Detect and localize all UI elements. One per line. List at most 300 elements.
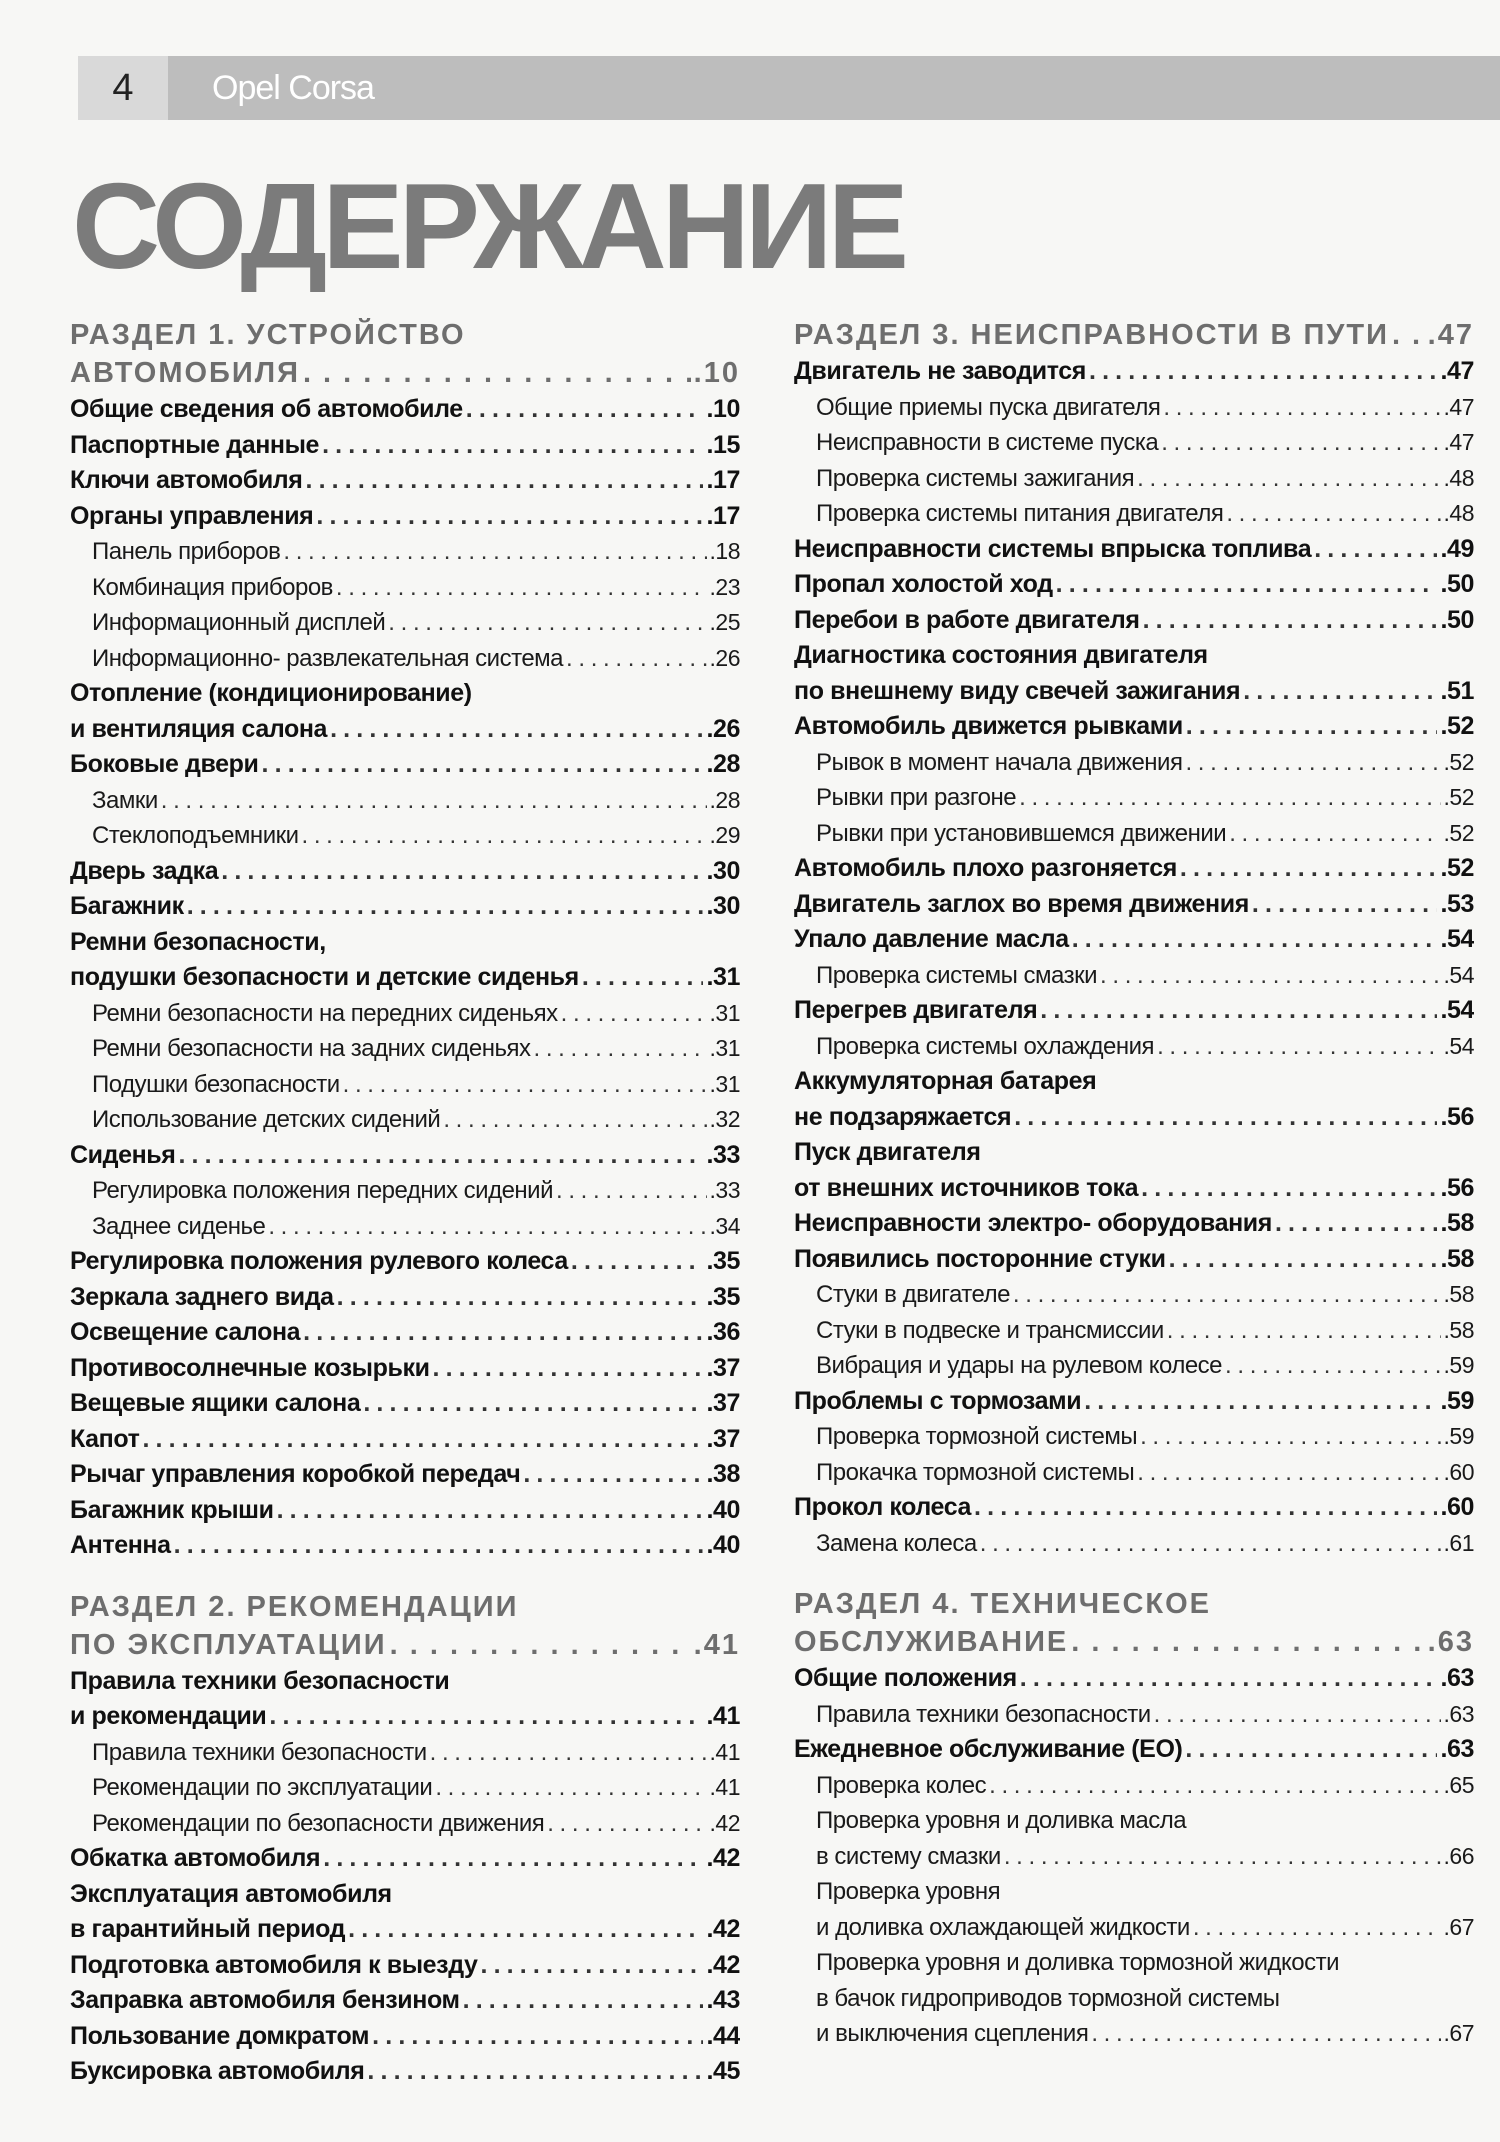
dot-leader: [1020, 1661, 1438, 1697]
toc-entry-title: Зеркала заднего вида: [70, 1282, 334, 1311]
toc-subentry[interactable]: [70, 818, 740, 854]
toc-subentry[interactable]: [794, 1981, 1474, 2017]
toc-page-number: .52: [1443, 784, 1474, 810]
toc-subentry[interactable]: [794, 1697, 1474, 1733]
toc-entry-title: ПО ЭКСПЛУАТАЦИИ: [70, 1628, 387, 1661]
toc-entry[interactable]: [70, 1315, 740, 1351]
toc-page-number: .47: [1427, 319, 1474, 351]
toc-entry-title: Панель приборов: [92, 538, 281, 565]
toc-entry-title: Пользование домкратом: [70, 2021, 370, 2050]
toc-subentry[interactable]: [794, 816, 1474, 852]
toc-entry[interactable]: [794, 709, 1474, 745]
toc-entry-title: Сиденья: [70, 1140, 176, 1169]
toc-page-number: .60: [1440, 1493, 1474, 1521]
toc-page-number: .37: [706, 1424, 740, 1453]
dot-leader: [1314, 532, 1437, 568]
toc-subentry[interactable]: [70, 996, 740, 1032]
toc-entry[interactable]: [794, 922, 1474, 958]
toc-page-number: .31: [706, 963, 740, 991]
dot-leader: [566, 641, 707, 677]
dot-leader: [142, 1422, 703, 1458]
toc-subentry[interactable]: [70, 1031, 740, 1067]
toc-entry[interactable]: [70, 499, 740, 535]
dot-leader: [466, 392, 704, 428]
dot-leader: [1163, 390, 1440, 426]
dot-leader: [1091, 2016, 1440, 2052]
toc-page-number: .60: [1443, 1458, 1474, 1485]
toc-entry-title: Освещение салона: [70, 1318, 301, 1346]
dot-leader: [1226, 496, 1440, 532]
dot-leader: [390, 1626, 691, 1664]
toc-subentry[interactable]: [794, 1945, 1474, 1981]
toc-entry[interactable]: [70, 428, 740, 464]
toc-page-number: .37: [706, 1353, 740, 1382]
toc-page-number: .42: [706, 1950, 740, 1979]
toc-entry-title: от внешних источников тока: [794, 1173, 1139, 1202]
toc-page-number: .54: [1443, 961, 1474, 988]
toc-entry-title: Стуки в двигателе: [816, 1281, 1010, 1308]
toc-subentry[interactable]: [70, 534, 740, 570]
dot-leader: [316, 499, 703, 535]
toc-subentry[interactable]: [794, 425, 1474, 461]
toc-page-number: .59: [1440, 1386, 1474, 1415]
toc-entry-title: Проверка колес: [816, 1771, 987, 1799]
toc-page-number: .54: [1443, 1032, 1474, 1059]
toc-page-number: .41: [693, 1628, 740, 1661]
toc-section-heading[interactable]: [70, 1626, 740, 1664]
toc-entry-title: Стуки в подвеске и трансмиссии: [816, 1316, 1164, 1344]
toc-entry[interactable]: [70, 676, 740, 712]
toc-entry[interactable]: [794, 1732, 1474, 1768]
toc-entry[interactable]: [70, 1528, 740, 1564]
toc-entry[interactable]: [70, 1664, 740, 1700]
toc-page-number: .56: [1440, 1102, 1474, 1131]
toc-entry[interactable]: [794, 532, 1474, 568]
toc-entry-title: Неисправности системы впрыска топлива: [794, 534, 1312, 563]
toc-page-number: .58: [1443, 1281, 1474, 1307]
toc-entry-title: Органы управления: [70, 501, 314, 530]
toc-page-number: .31: [709, 1070, 740, 1097]
dot-leader: [283, 534, 706, 570]
dot-leader: [480, 1948, 703, 1984]
toc-entry-title: Боковые двери: [70, 750, 259, 778]
toc-entry[interactable]: [70, 889, 740, 925]
toc-entry-title: Регулировка положения рулевого колеса: [70, 1247, 568, 1275]
toc-entry-title: Рывки при разгоне: [816, 784, 1017, 811]
dot-leader: [1167, 1313, 1441, 1349]
toc-entry-title: Подготовка автомобиля к выезду: [70, 1950, 478, 1979]
toc-page-number: .45: [706, 2057, 740, 2085]
toc-entry-title: Паспортные данные: [70, 430, 320, 459]
toc-entry-title: Перебои в работе двигателя: [794, 605, 1140, 634]
toc-page-number: .40: [706, 1495, 740, 1524]
toc-entry-title: Неисправности электро- оборудования: [794, 1209, 1272, 1237]
toc-page-number: .32: [709, 1106, 740, 1132]
toc-entry-title: Информационно- развлекательная система: [92, 644, 564, 672]
toc-subentry[interactable]: [70, 1770, 740, 1806]
toc-subentry[interactable]: [70, 783, 740, 819]
toc-page-number: .10: [706, 395, 740, 423]
toc-entry-title: Рывки при установившемся движении: [816, 819, 1227, 847]
dot-leader: [1193, 1910, 1441, 1946]
toc-entry-title: Обкатка автомобиля: [70, 1844, 321, 1872]
dot-leader: [1071, 1623, 1424, 1661]
toc-entry-title: Замена колеса: [816, 1529, 977, 1557]
toc-subentry[interactable]: [70, 1735, 740, 1771]
toc-page-number: .50: [1440, 605, 1474, 634]
toc-subentry[interactable]: [794, 1419, 1474, 1455]
toc-subentry[interactable]: [794, 1839, 1474, 1875]
toc-page-number: .52: [1440, 854, 1474, 882]
toc-entry-title: Пропал холостой ход: [794, 570, 1053, 598]
dot-leader: [443, 1102, 706, 1138]
toc-entry-title: Заправка автомобиля бензином: [70, 1986, 460, 2014]
dot-leader: [367, 2054, 703, 2090]
dot-leader: [1013, 1277, 1441, 1313]
toc-entry[interactable]: [70, 1244, 740, 1280]
dot-leader: [1275, 1206, 1438, 1242]
toc-subentry[interactable]: [794, 1348, 1474, 1384]
toc-entry-title: Аккумуляторная батарея: [794, 1067, 1097, 1095]
toc-entry[interactable]: [70, 1912, 740, 1948]
toc-entry-title: РАЗДЕЛ 2. РЕКОМЕНДАЦИИ: [70, 1590, 519, 1623]
toc-entry-title: Проверка системы питания двигателя: [816, 500, 1224, 527]
toc-page-number: .41: [709, 1774, 740, 1800]
toc-page-number: .42: [706, 1915, 740, 1943]
dot-leader: [1141, 1171, 1437, 1207]
dot-leader: [1056, 567, 1438, 603]
toc-entry-title: Заднее сиденье: [92, 1212, 266, 1240]
toc-entry-title: Ремни безопасности,: [70, 927, 326, 956]
toc-entry[interactable]: [70, 1457, 740, 1493]
toc-subentry[interactable]: [794, 461, 1474, 497]
toc-page-number: .50: [1440, 570, 1474, 598]
toc-subentry[interactable]: [794, 1313, 1474, 1349]
dot-leader: [161, 783, 707, 819]
toc-entry-title: АВТОМОБИЛЯ: [70, 357, 300, 389]
dot-leader: [336, 570, 707, 606]
toc-entry-title: и рекомендации: [70, 1702, 267, 1730]
dot-leader: [174, 1528, 704, 1564]
toc-entry[interactable]: [794, 887, 1474, 923]
toc-entry-title: Использование детских сидений: [92, 1106, 441, 1133]
dot-leader: [1004, 1839, 1441, 1875]
toc-page-number: .30: [706, 892, 740, 920]
toc-page-number: .41: [709, 1738, 740, 1765]
toc-page-number: .52: [1443, 819, 1474, 846]
toc-left-column: [70, 316, 740, 2090]
dot-leader: [388, 605, 706, 641]
toc-page-number: .67: [1443, 1913, 1474, 1940]
toc-page-number: .66: [1443, 1842, 1474, 1869]
toc-subentry[interactable]: [70, 1173, 740, 1209]
dot-leader: [430, 1735, 707, 1771]
toc-entry-title: и выключения сцепления: [816, 2020, 1089, 2047]
toc-entry[interactable]: [70, 463, 740, 499]
toc-entry[interactable]: [70, 1422, 740, 1458]
toc-entry[interactable]: [794, 1661, 1474, 1697]
toc-entry[interactable]: [70, 747, 740, 783]
toc-entry[interactable]: [70, 1138, 740, 1174]
toc-page-number: .67: [1443, 2020, 1474, 2046]
toc-entry[interactable]: [70, 1841, 740, 1877]
toc-section-heading[interactable]: [70, 316, 740, 354]
toc-page-number: .51: [1440, 676, 1474, 705]
toc-entry-title: Правила техники безопасности: [70, 1666, 450, 1695]
dot-leader: [303, 354, 691, 392]
toc-entry-title: Ремни безопасности на передних сиденьях: [92, 999, 558, 1027]
toc-subentry[interactable]: [794, 1874, 1474, 1910]
dot-leader: [435, 1770, 706, 1806]
toc-page-number: .28: [706, 750, 740, 778]
toc-entry-title: Вибрация и удары на рулевом колесе: [816, 1352, 1223, 1379]
section-gap: [794, 1561, 1474, 1585]
toc-entry[interactable]: [70, 1877, 740, 1913]
toc-entry[interactable]: [794, 1064, 1474, 1100]
dot-leader: [343, 1067, 707, 1103]
toc-entry[interactable]: [794, 674, 1474, 710]
toc-page-number: .47: [1440, 357, 1474, 385]
toc-entry[interactable]: [70, 1948, 740, 1984]
toc-entry-title: Противосолнечные козырьки: [70, 1353, 430, 1382]
toc-entry-title: в гарантийный период: [70, 1915, 346, 1943]
toc-page-number: .43: [706, 1986, 740, 2014]
toc-section-heading[interactable]: [70, 354, 740, 392]
toc-entry[interactable]: [70, 2054, 740, 2090]
toc-entry[interactable]: [70, 1280, 740, 1316]
toc-entry-title: Автомобиль плохо разгоняется: [794, 854, 1177, 882]
toc-entry[interactable]: [794, 638, 1474, 674]
toc-subentry[interactable]: [794, 1526, 1474, 1562]
toc-subentry[interactable]: [70, 1102, 740, 1138]
toc-entry[interactable]: [794, 1242, 1474, 1278]
toc-page-number: .54: [1440, 925, 1474, 953]
toc-page-number: .33: [709, 1177, 740, 1203]
dot-leader: [372, 2019, 703, 2055]
toc-entry-title: Автомобиль движется рывками: [794, 712, 1183, 740]
toc-entry[interactable]: [794, 851, 1474, 887]
toc-entry-title: Рывок в момент начала движения: [816, 748, 1183, 776]
toc-section-heading[interactable]: [70, 1588, 740, 1626]
dot-leader: [1225, 1348, 1440, 1384]
toc-subentry[interactable]: [794, 1910, 1474, 1946]
toc-subentry[interactable]: [794, 958, 1474, 994]
toc-subentry[interactable]: [794, 390, 1474, 426]
toc-entry-title: Проблемы с тормозами: [794, 1386, 1082, 1415]
toc-entry-title: Неисправности в системе пуска: [816, 429, 1159, 456]
toc-subentry[interactable]: [794, 1455, 1474, 1491]
toc-subentry[interactable]: [794, 745, 1474, 781]
toc-entry[interactable]: [70, 392, 740, 428]
dot-leader: [523, 1457, 703, 1493]
toc-page-number: .25: [709, 609, 740, 635]
toc-entry[interactable]: [794, 603, 1474, 639]
toc-section-heading[interactable]: [794, 316, 1474, 354]
toc-page-number: .29: [709, 822, 740, 848]
toc-page-number: .23: [709, 573, 740, 600]
dot-leader: [302, 818, 707, 854]
dot-leader: [1154, 1697, 1441, 1733]
toc-page-number: .26: [706, 714, 740, 743]
toc-entry-title: Проверка системы охлаждения: [816, 1032, 1155, 1060]
toc-entry-title: Дверь задка: [70, 856, 219, 885]
dot-leader: [262, 747, 704, 783]
toc-entry[interactable]: [70, 925, 740, 961]
dot-leader: [1084, 1384, 1437, 1420]
toc-page-number: .47: [1443, 393, 1474, 420]
toc-entry[interactable]: [70, 960, 740, 996]
toc-entry[interactable]: [794, 1100, 1474, 1136]
dot-leader: [980, 1526, 1441, 1562]
toc-entry-title: Прокол колеса: [794, 1493, 972, 1521]
toc-page-number: .48: [1443, 464, 1474, 491]
toc-entry-title: Общие положения: [794, 1664, 1017, 1692]
toc-page-number: .65: [1443, 1771, 1474, 1798]
toc-entry-title: Проверка уровня и доливка тормозной жидкости: [816, 1949, 1340, 1976]
toc-entry[interactable]: [794, 1135, 1474, 1171]
toc-page-number: .36: [706, 1318, 740, 1346]
dot-leader: [178, 1138, 703, 1174]
toc-page-number: .59: [1443, 1352, 1474, 1378]
toc-page-number: .58: [1440, 1244, 1474, 1273]
dot-leader: [547, 1806, 706, 1842]
toc-entry[interactable]: [70, 1493, 740, 1529]
toc-subentry[interactable]: [70, 605, 740, 641]
toc-entry[interactable]: [70, 2019, 740, 2055]
dot-leader: [1157, 1029, 1440, 1065]
toc-entry[interactable]: [794, 1490, 1474, 1526]
toc-entry-title: Проверка тормозной системы: [816, 1423, 1138, 1450]
toc-page-number: .30: [706, 856, 740, 885]
toc-page-number: .59: [1443, 1423, 1474, 1449]
toc-subentry[interactable]: [794, 1803, 1474, 1839]
toc-page-number: .52: [1443, 748, 1474, 775]
toc-page-number: .47: [1443, 429, 1474, 455]
toc-entry[interactable]: [70, 1351, 740, 1387]
dot-leader: [1072, 922, 1438, 958]
toc-subentry[interactable]: [70, 1209, 740, 1245]
toc-entry[interactable]: [794, 567, 1474, 603]
toc-page-number: .31: [709, 1035, 740, 1061]
toc-entry-title: Регулировка положения передних сидений: [92, 1177, 553, 1204]
toc-entry[interactable]: [794, 354, 1474, 390]
toc-entry-title: Пуск двигателя: [794, 1138, 981, 1166]
toc-section-heading[interactable]: [794, 1585, 1474, 1623]
dot-leader: [1243, 674, 1437, 710]
toc-subentry[interactable]: [794, 1029, 1474, 1065]
dot-leader: [1089, 354, 1437, 390]
toc-page-number: .53: [1440, 889, 1474, 918]
toc-subentry[interactable]: [794, 496, 1474, 532]
dot-leader: [268, 1209, 706, 1245]
toc-entry-title: Буксировка автомобиля: [70, 2057, 365, 2085]
toc-entry-title: Правила техники безопасности: [92, 1738, 427, 1766]
toc-entry-title: Правила техники безопасности: [816, 1700, 1151, 1728]
toc-entry-title: Ежедневное обслуживание (ЕО): [794, 1735, 1183, 1763]
toc-entry[interactable]: [794, 1171, 1474, 1207]
dot-leader: [1140, 1419, 1440, 1455]
dot-leader: [1392, 316, 1425, 354]
toc-entry-title: Багажник крыши: [70, 1495, 274, 1524]
toc-page-number: .10: [693, 357, 740, 389]
toc-entry[interactable]: [794, 1206, 1474, 1242]
dot-leader: [582, 960, 704, 996]
toc-entry-title: Проверка уровня: [816, 1878, 1001, 1905]
toc-subentry[interactable]: [794, 780, 1474, 816]
toc-entry[interactable]: [794, 1384, 1474, 1420]
toc-section-heading[interactable]: [794, 1623, 1474, 1661]
dot-leader: [556, 1173, 707, 1209]
dot-leader: [1169, 1242, 1438, 1278]
toc-entry-title: Вещевые ящики салона: [70, 1389, 361, 1417]
dot-leader: [323, 1841, 703, 1877]
dot-leader: [1180, 851, 1438, 887]
dot-leader: [330, 712, 703, 748]
toc-entry-title: Проверка системы смазки: [816, 961, 1098, 989]
toc-entry-title: Антенна: [70, 1531, 171, 1559]
toc-entry[interactable]: [70, 1983, 740, 2019]
dot-leader: [187, 889, 704, 925]
toc-entry[interactable]: [70, 1386, 740, 1422]
toc-page-number: .37: [706, 1389, 740, 1417]
dot-leader: [463, 1983, 704, 2019]
toc-right-column: [794, 316, 1474, 2052]
toc-entry-title: и доливка охлаждающей жидкости: [816, 1913, 1190, 1941]
toc-subentry[interactable]: [70, 641, 740, 677]
toc-page-number: .17: [706, 501, 740, 530]
toc-entry-title: Отопление (кондиционирование): [70, 679, 472, 707]
toc-subentry[interactable]: [70, 1067, 740, 1103]
dot-leader: [561, 996, 707, 1032]
dot-leader: [1186, 709, 1438, 745]
toc-subentry[interactable]: [70, 570, 740, 606]
toc-entry-title: Комбинация приборов: [92, 573, 333, 601]
toc-entry-title: РАЗДЕЛ 4. ТЕХНИЧЕСКОЕ: [794, 1588, 1212, 1620]
toc-page-number: .33: [706, 1140, 740, 1169]
toc-subentry[interactable]: [70, 1806, 740, 1842]
toc-page-number: .49: [1440, 534, 1474, 563]
page-title: СОДЕРЖАНИЕ: [72, 158, 904, 294]
toc-page-number: .52: [1440, 712, 1474, 740]
dot-leader: [1143, 603, 1438, 639]
toc-entry-title: Информационный дисплей: [92, 609, 386, 636]
toc-entry-title: Рекомендации по безопасности движения: [92, 1809, 545, 1837]
dot-leader: [221, 854, 703, 890]
dot-leader: [305, 463, 703, 499]
toc-page-number: .63: [1440, 1735, 1474, 1763]
toc-entry-title: Рычаг управления коробкой передач: [70, 1460, 521, 1488]
toc-subentry[interactable]: [794, 1768, 1474, 1804]
toc-entry-title: Перегрев двигателя: [794, 996, 1038, 1024]
toc-entry-title: Общие приемы пуска двигателя: [816, 393, 1161, 421]
toc-subentry[interactable]: [794, 1277, 1474, 1313]
toc-entry-title: РАЗДЕЛ 3. НЕИСПРАВНОСТИ В ПУТИ: [794, 319, 1389, 351]
toc-entry-title: Общие сведения об автомобиле: [70, 395, 463, 423]
toc-page-number: .40: [706, 1531, 740, 1559]
toc-page-number: .48: [1443, 500, 1474, 526]
dot-leader: [433, 1351, 704, 1387]
dot-leader: [269, 1699, 703, 1735]
toc-subentry[interactable]: [794, 2016, 1474, 2052]
toc-entry[interactable]: [70, 854, 740, 890]
toc-entry[interactable]: [70, 1699, 740, 1735]
dot-leader: [1252, 887, 1438, 923]
dot-leader: [277, 1493, 704, 1529]
toc-entry[interactable]: [70, 712, 740, 748]
toc-page-number: .61: [1443, 1529, 1474, 1556]
toc-page-number: .58: [1440, 1209, 1474, 1237]
toc-entry[interactable]: [794, 993, 1474, 1029]
